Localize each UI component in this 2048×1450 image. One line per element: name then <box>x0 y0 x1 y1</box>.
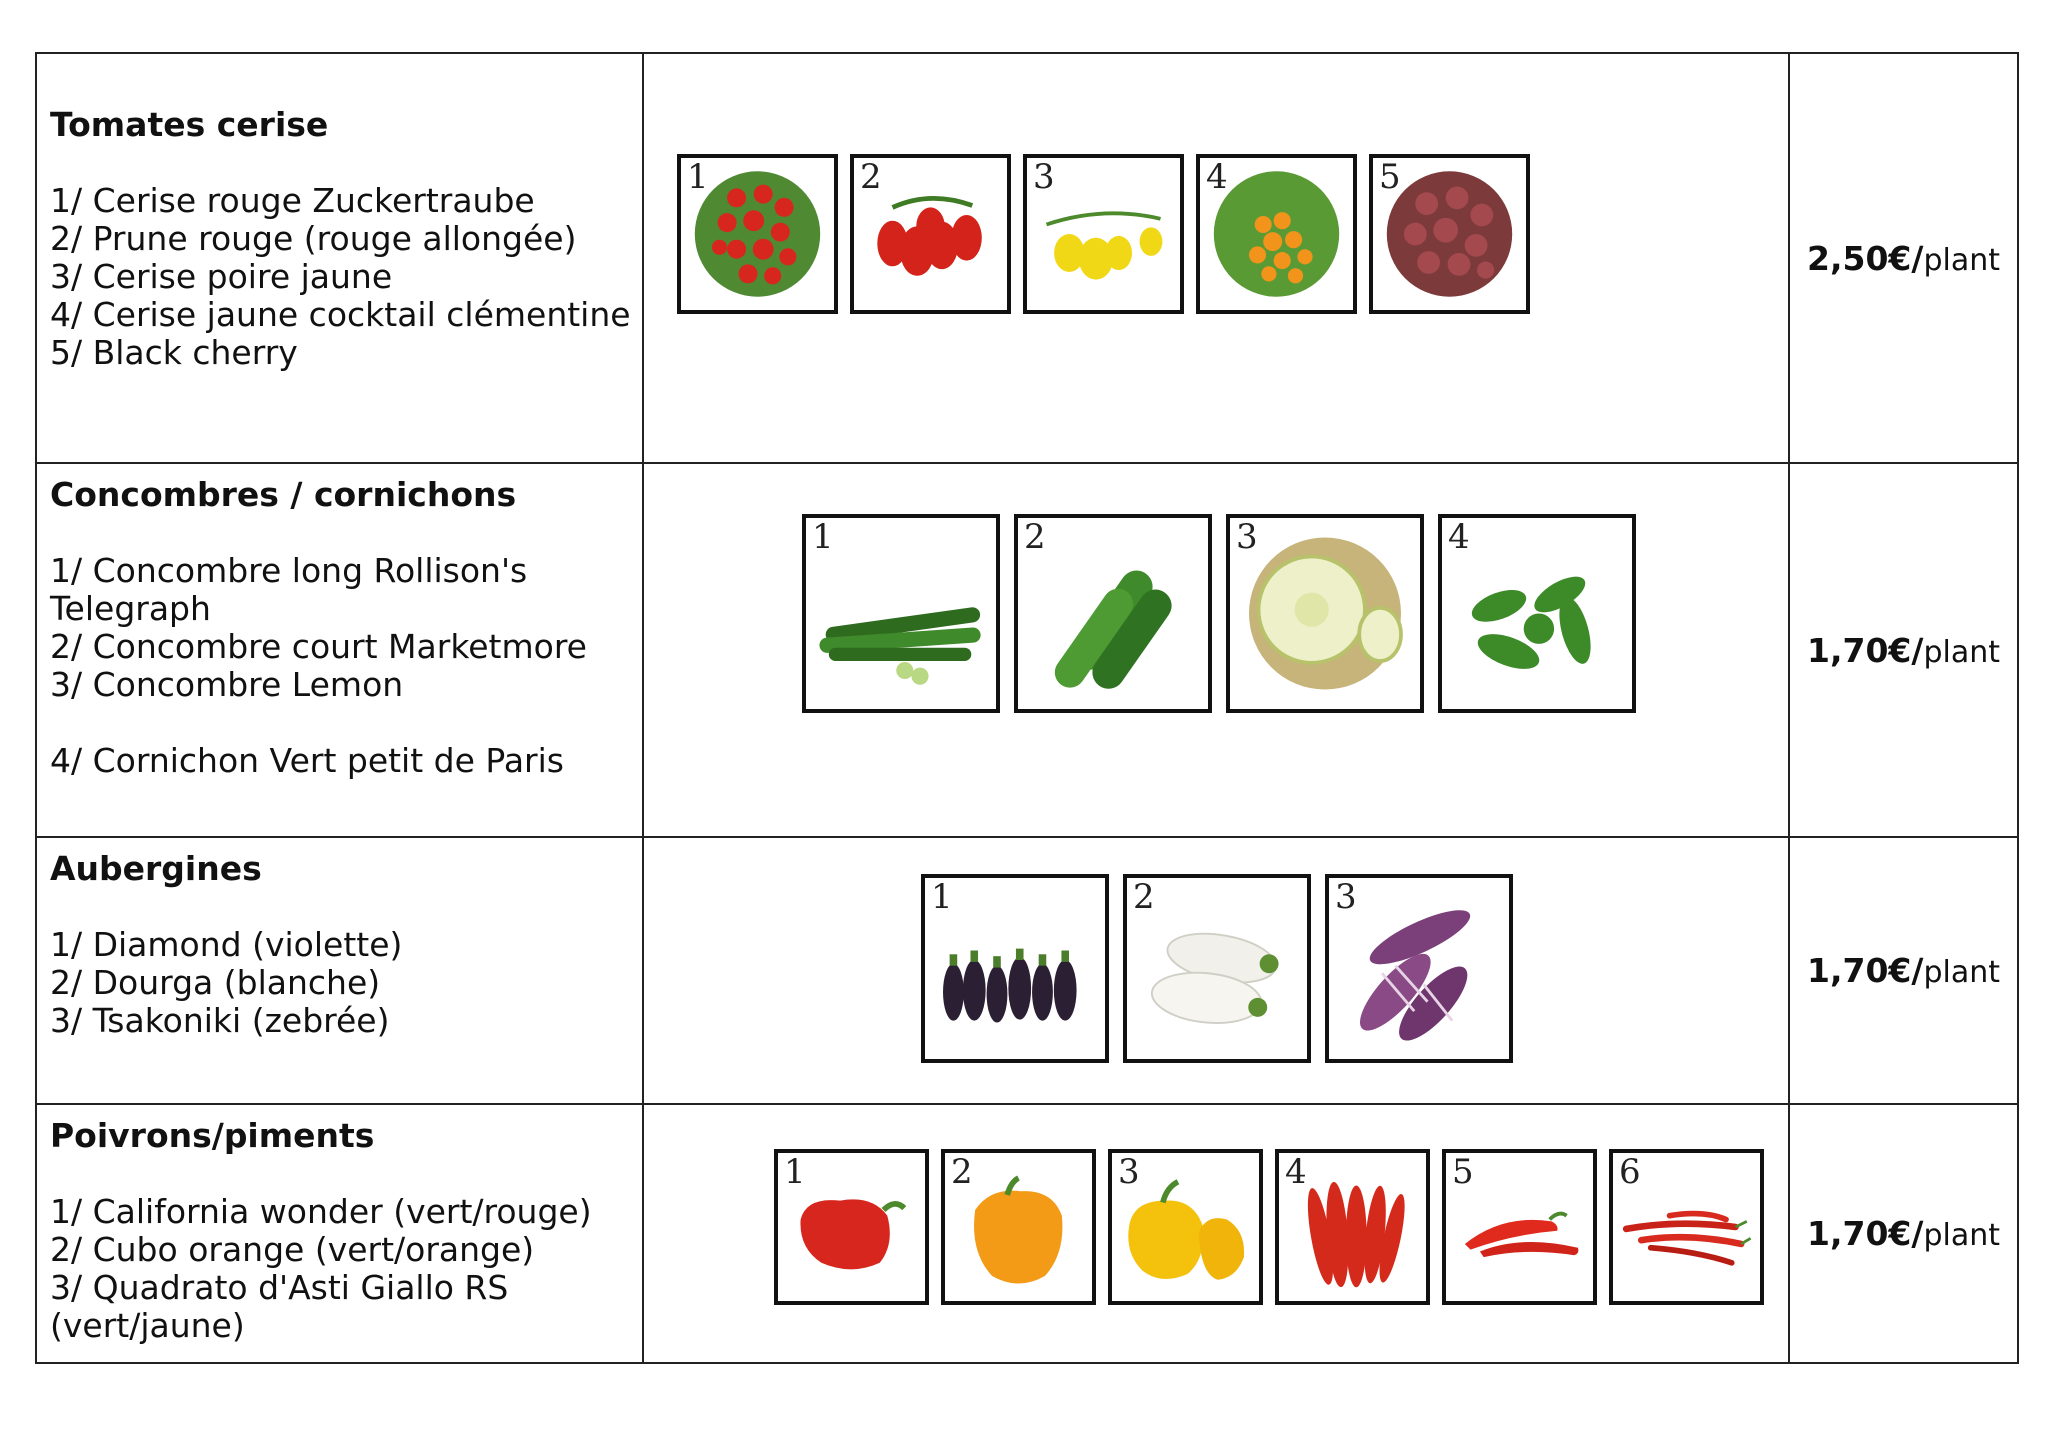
thumbnail-number: 3 <box>1236 517 1258 557</box>
thumbnail-number: 1 <box>931 877 953 917</box>
price-unit: plant <box>1923 242 2000 278</box>
variety-thumbnail <box>941 1149 1096 1305</box>
variety-thumbnail <box>1438 514 1636 713</box>
thumbnail-number: 4 <box>1206 157 1228 197</box>
variety-item: 2/ Prune rouge (rouge allongée) <box>50 219 577 258</box>
variety-item: 2/ Concombre court Marketmore <box>50 627 587 666</box>
variety-item: 4/ Cerise jaune cocktail clémentine <box>50 295 631 334</box>
price-cell <box>1789 1104 2018 1363</box>
variety-thumbnail <box>774 1149 929 1305</box>
price-unit: plant <box>1923 634 2000 670</box>
gherkin-icon <box>1442 518 1632 709</box>
variety-thumbnail <box>1023 154 1184 314</box>
thumbnail-number: 2 <box>1024 517 1046 557</box>
short-cucumber-icon <box>1018 518 1208 709</box>
thumbnail-number: 4 <box>1285 1152 1307 1192</box>
price-cell <box>1789 53 2018 463</box>
variety-images-cell <box>643 1104 1789 1363</box>
category-info-cell <box>36 53 643 463</box>
variety-item: 3/ Quadrato d'Asti Giallo RS (vert/jaune) <box>50 1268 509 1345</box>
variety-list <box>50 182 632 372</box>
category-info-cell <box>36 463 643 837</box>
variety-item: 1/ Diamond (violette) <box>50 925 403 964</box>
variety-item: 3/ Concombre Lemon <box>50 665 404 704</box>
thumbnail-number: 1 <box>687 157 709 197</box>
category-title: Poivrons/piments <box>50 1116 375 1155</box>
variety-thumbnail <box>850 154 1011 314</box>
variety-item: 5/ Black cherry <box>50 333 298 372</box>
table-row-eggplants <box>36 837 2018 1104</box>
variety-images-cell <box>643 463 1789 837</box>
table-row-peppers <box>36 1104 2018 1363</box>
category-title: Aubergines <box>50 849 262 888</box>
table-row-cucumbers <box>36 463 2018 837</box>
variety-list <box>50 552 632 780</box>
price-value: 1,70€/plant <box>1807 630 2000 670</box>
variety-images-cell <box>643 53 1789 463</box>
thumbnail-number: 5 <box>1379 157 1401 197</box>
variety-item: 1/ California wonder (vert/rouge) <box>50 1192 592 1231</box>
variety-thumbnail <box>1325 874 1513 1063</box>
variety-item: 2/ Cubo orange (vert/orange) <box>50 1230 535 1269</box>
thumbnail-number: 2 <box>1133 877 1155 917</box>
price-unit: plant <box>1923 955 2000 990</box>
variety-item: 3/ Tsakoniki (zebrée) <box>50 1001 390 1040</box>
variety-thumbnail <box>921 874 1109 1063</box>
variety-thumbnail <box>1226 514 1424 713</box>
price-value: 1,70€/plant <box>1807 951 2000 990</box>
price-unit: plant <box>1923 1218 2000 1253</box>
variety-thumbnail <box>1275 1149 1430 1305</box>
thumbnail-number: 3 <box>1118 1152 1140 1192</box>
lemon-cucumber-icon <box>1230 518 1420 709</box>
table-row-tomatoes <box>36 53 2018 463</box>
thumbnail-number: 3 <box>1033 157 1055 197</box>
price-cell <box>1789 463 2018 837</box>
variety-thumbnail <box>1609 1149 1764 1305</box>
price-value: 1,70€/plant <box>1807 1214 2000 1253</box>
variety-thumbnail <box>1108 1149 1263 1305</box>
variety-item: 4/ Cornichon Vert petit de Paris <box>50 741 564 780</box>
thumbnail-number: 4 <box>1448 517 1470 557</box>
thumbnail-number: 2 <box>951 1152 973 1192</box>
variety-thumbnail <box>1123 874 1311 1063</box>
variety-item: 2/ Dourga (blanche) <box>50 963 381 1002</box>
category-title: Tomates cerise <box>50 105 329 144</box>
thumbnail-number: 2 <box>860 157 882 197</box>
thumbnail-number: 3 <box>1335 877 1357 917</box>
thumbnail-number: 6 <box>1619 1152 1641 1192</box>
thumbnail-number: 5 <box>1452 1152 1474 1192</box>
variety-item: 1/ Cerise rouge Zuckertraube <box>50 181 535 220</box>
variety-thumbnail <box>1014 514 1212 713</box>
variety-thumbnail <box>677 154 838 314</box>
variety-item: 1/ Concombre long Rollison's Telegraph <box>50 551 528 628</box>
variety-list <box>50 926 632 1040</box>
variety-thumbnail <box>1369 154 1530 314</box>
variety-thumbnail <box>1442 1149 1597 1305</box>
category-info-cell <box>36 1104 643 1363</box>
variety-thumbnail <box>802 514 1000 713</box>
plant-price-table <box>35 52 2019 1364</box>
category-info-cell <box>36 837 643 1104</box>
long-cucumber-icon <box>806 518 996 709</box>
variety-thumbnail <box>1196 154 1357 314</box>
thumbnail-number: 1 <box>784 1152 806 1192</box>
variety-item: 3/ Cerise poire jaune <box>50 257 393 296</box>
category-title: Concombres / cornichons <box>50 475 517 514</box>
variety-list <box>50 1193 632 1345</box>
variety-images-cell <box>643 837 1789 1104</box>
price-cell <box>1789 837 2018 1104</box>
thumbnail-number: 1 <box>812 517 834 557</box>
price-value: 2,50€/plant <box>1807 238 2000 278</box>
